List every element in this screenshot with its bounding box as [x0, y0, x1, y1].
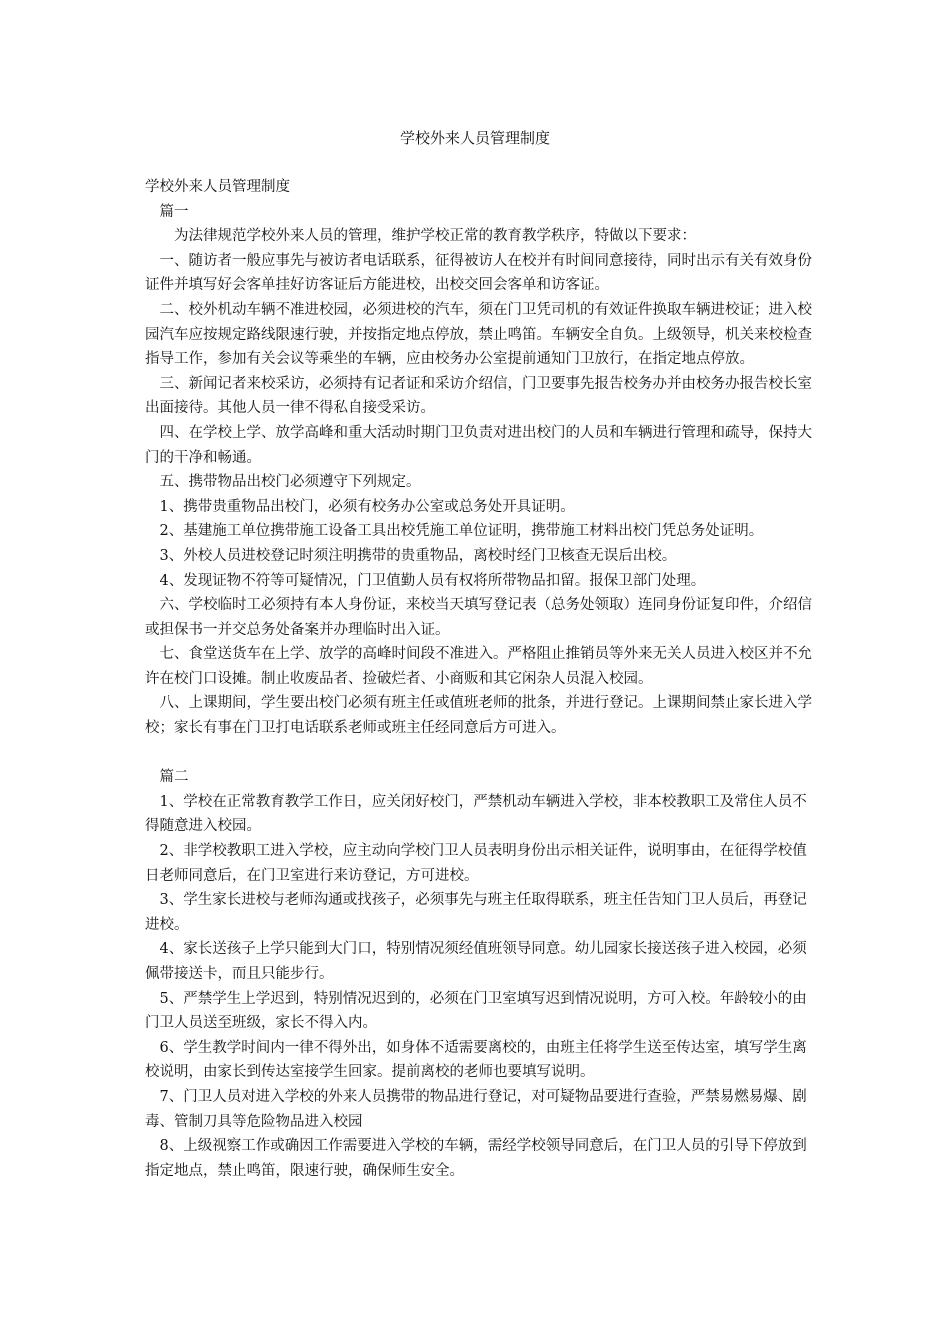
part2-label: 篇二 [159, 769, 189, 786]
part2-paragraph: 8、上级视察工作或确因工作需要进入学校的车辆，需经学校领导同意后，在门卫人员的引导下停放到指定地点，禁止鸣笛，限速行驶，确保师生安全。 [145, 1138, 807, 1179]
part2-paragraph: 7、门卫人员对进入学校的外来人员携带的物品进行登记，对可疑物品要进行查验，严禁易燃易爆、剧毒、管制刀具等危险物品进入校园 [145, 1088, 807, 1130]
part2-paragraph: 1、学校在正常教育教学工作日，应关闭好校门，严禁机动车辆进入学校，非本校教职工及常住人员不得随意进入校园。 [145, 793, 807, 835]
part1-intro: 为法律规范学校外来人员的管理，维护学校正常的教育教学秩序，特做以下要求： [174, 228, 696, 245]
part1-paragraph: 六、学校临时工必须持有本人身份证，来校当天填写登记表（总务处领取）连同身份证复印件，介绍信或担保书一并交总务处备案并办理临时出入证。 [145, 597, 812, 638]
part1-paragraph: 五、携带物品出校门必须遵守下列规定。 [159, 474, 421, 491]
part1-paragraph: 八、上课期间，学生要出校门必须有班主任或值班老师的批条，并进行登记。上课期间禁止家长进入学校；家长有事在门卫打电话联系老师或班主任经同意后方可进入。 [145, 695, 812, 737]
document-title: 学校外来人员管理制度 [399, 129, 550, 147]
part1-paragraph: 2、基建施工单位携带施工设备工具出校凭施工单位证明，携带施工材料出校门凭总务处证明。 [159, 523, 764, 540]
part2-paragraph: 2、非学校教职工进入学校，应主动向学校门卫人员表明身份出示相关证件，说明事由，在征得学校值日老师同意后，在门卫室进行来访登记，方可进校。 [145, 843, 807, 884]
part2-paragraph: 5、严禁学生上学迟到，特别情况迟到的，必须在门卫室填写迟到情况说明，方可入校。年龄较小的由门卫人员送至班级，家长不得入内。 [145, 990, 807, 1032]
document-body [145, 175, 820, 1183]
part1-paragraph: 七、食堂送货车在上学、放学的高峰时间段不准进入。严格阻止推销员等外来无关人员进入校区并不允许在校门口设摊。制止收废品者、捡破烂者、小商贩和其它闲杂人员混入校园。 [145, 646, 812, 687]
part1-paragraph: 三、新闻记者来校采访，必须持有记者证和采访介绍信，门卫要事先报告校务办并由校务办报告校长室出面接待。其他人员一律不得私自接受采访。 [145, 375, 812, 417]
part2-paragraph: 3、学生家长进校与老师沟通或找孩子，必须事先与班主任取得联系，班主任告知门卫人员后，再登记进校。 [145, 892, 807, 933]
part1-paragraph: 二、校外机动车辆不准进校园，必须进校的汽车，须在门卫凭司机的有效证件换取车辆进校证；进入校园汽车应按规定路线限速行驶，并按指定地点停放，禁止鸣笛。车辆安全自负。上级领导，机关来校检查指导工作，参加有关会议等乘坐的车辆，应由校务办公室提前通知门卫放行，在指定地点停放。 [145, 301, 812, 368]
part1-paragraph: 3、外校人员进校登记时须注明携带的贵重物品，离校时经门卫核查无误后出校。 [159, 547, 677, 564]
part1-paragraph: 四、在学校上学、放学高峰和重大活动时期门卫负责对进出校门的人员和车辆进行管理和疏导，保持大门的干净和畅通。 [145, 424, 812, 466]
part1-paragraph: 1、携带贵重物品出校门，必须有校务办公室或总务处开具证明。 [159, 498, 575, 515]
part2-paragraph: 6、学生教学时间内一律不得外出，如身体不适需要离校的，由班主任将学生送至传达室，填写学生离校说明，由家长到传达室接学生回家。提前离校的老师也要填写说明。 [145, 1039, 807, 1081]
section-spacer [145, 741, 820, 766]
part2-paragraph: 4、家长送孩子上学只能到大门口，特别情况须经值班领导同意。幼儿园家长接送孩子进入校园，必须佩带接送卡，而且只能步行。 [145, 941, 807, 982]
part1-paragraph: 一、随访者一般应事先与被访者电话联系，征得被访人在校并有时间同意接待，同时出示有关有效身份证件并填写好会客单挂好访客证后方能进校，出校交回会客单和访客证。 [145, 252, 812, 294]
document-heading: 学校外来人员管理制度 [145, 179, 290, 195]
part1-paragraph: 4、发现证物不符等可疑情况，门卫值勤人员有权将所带物品扣留。报保卫部门处理。 [159, 572, 706, 589]
part1-label: 篇一 [159, 203, 189, 220]
